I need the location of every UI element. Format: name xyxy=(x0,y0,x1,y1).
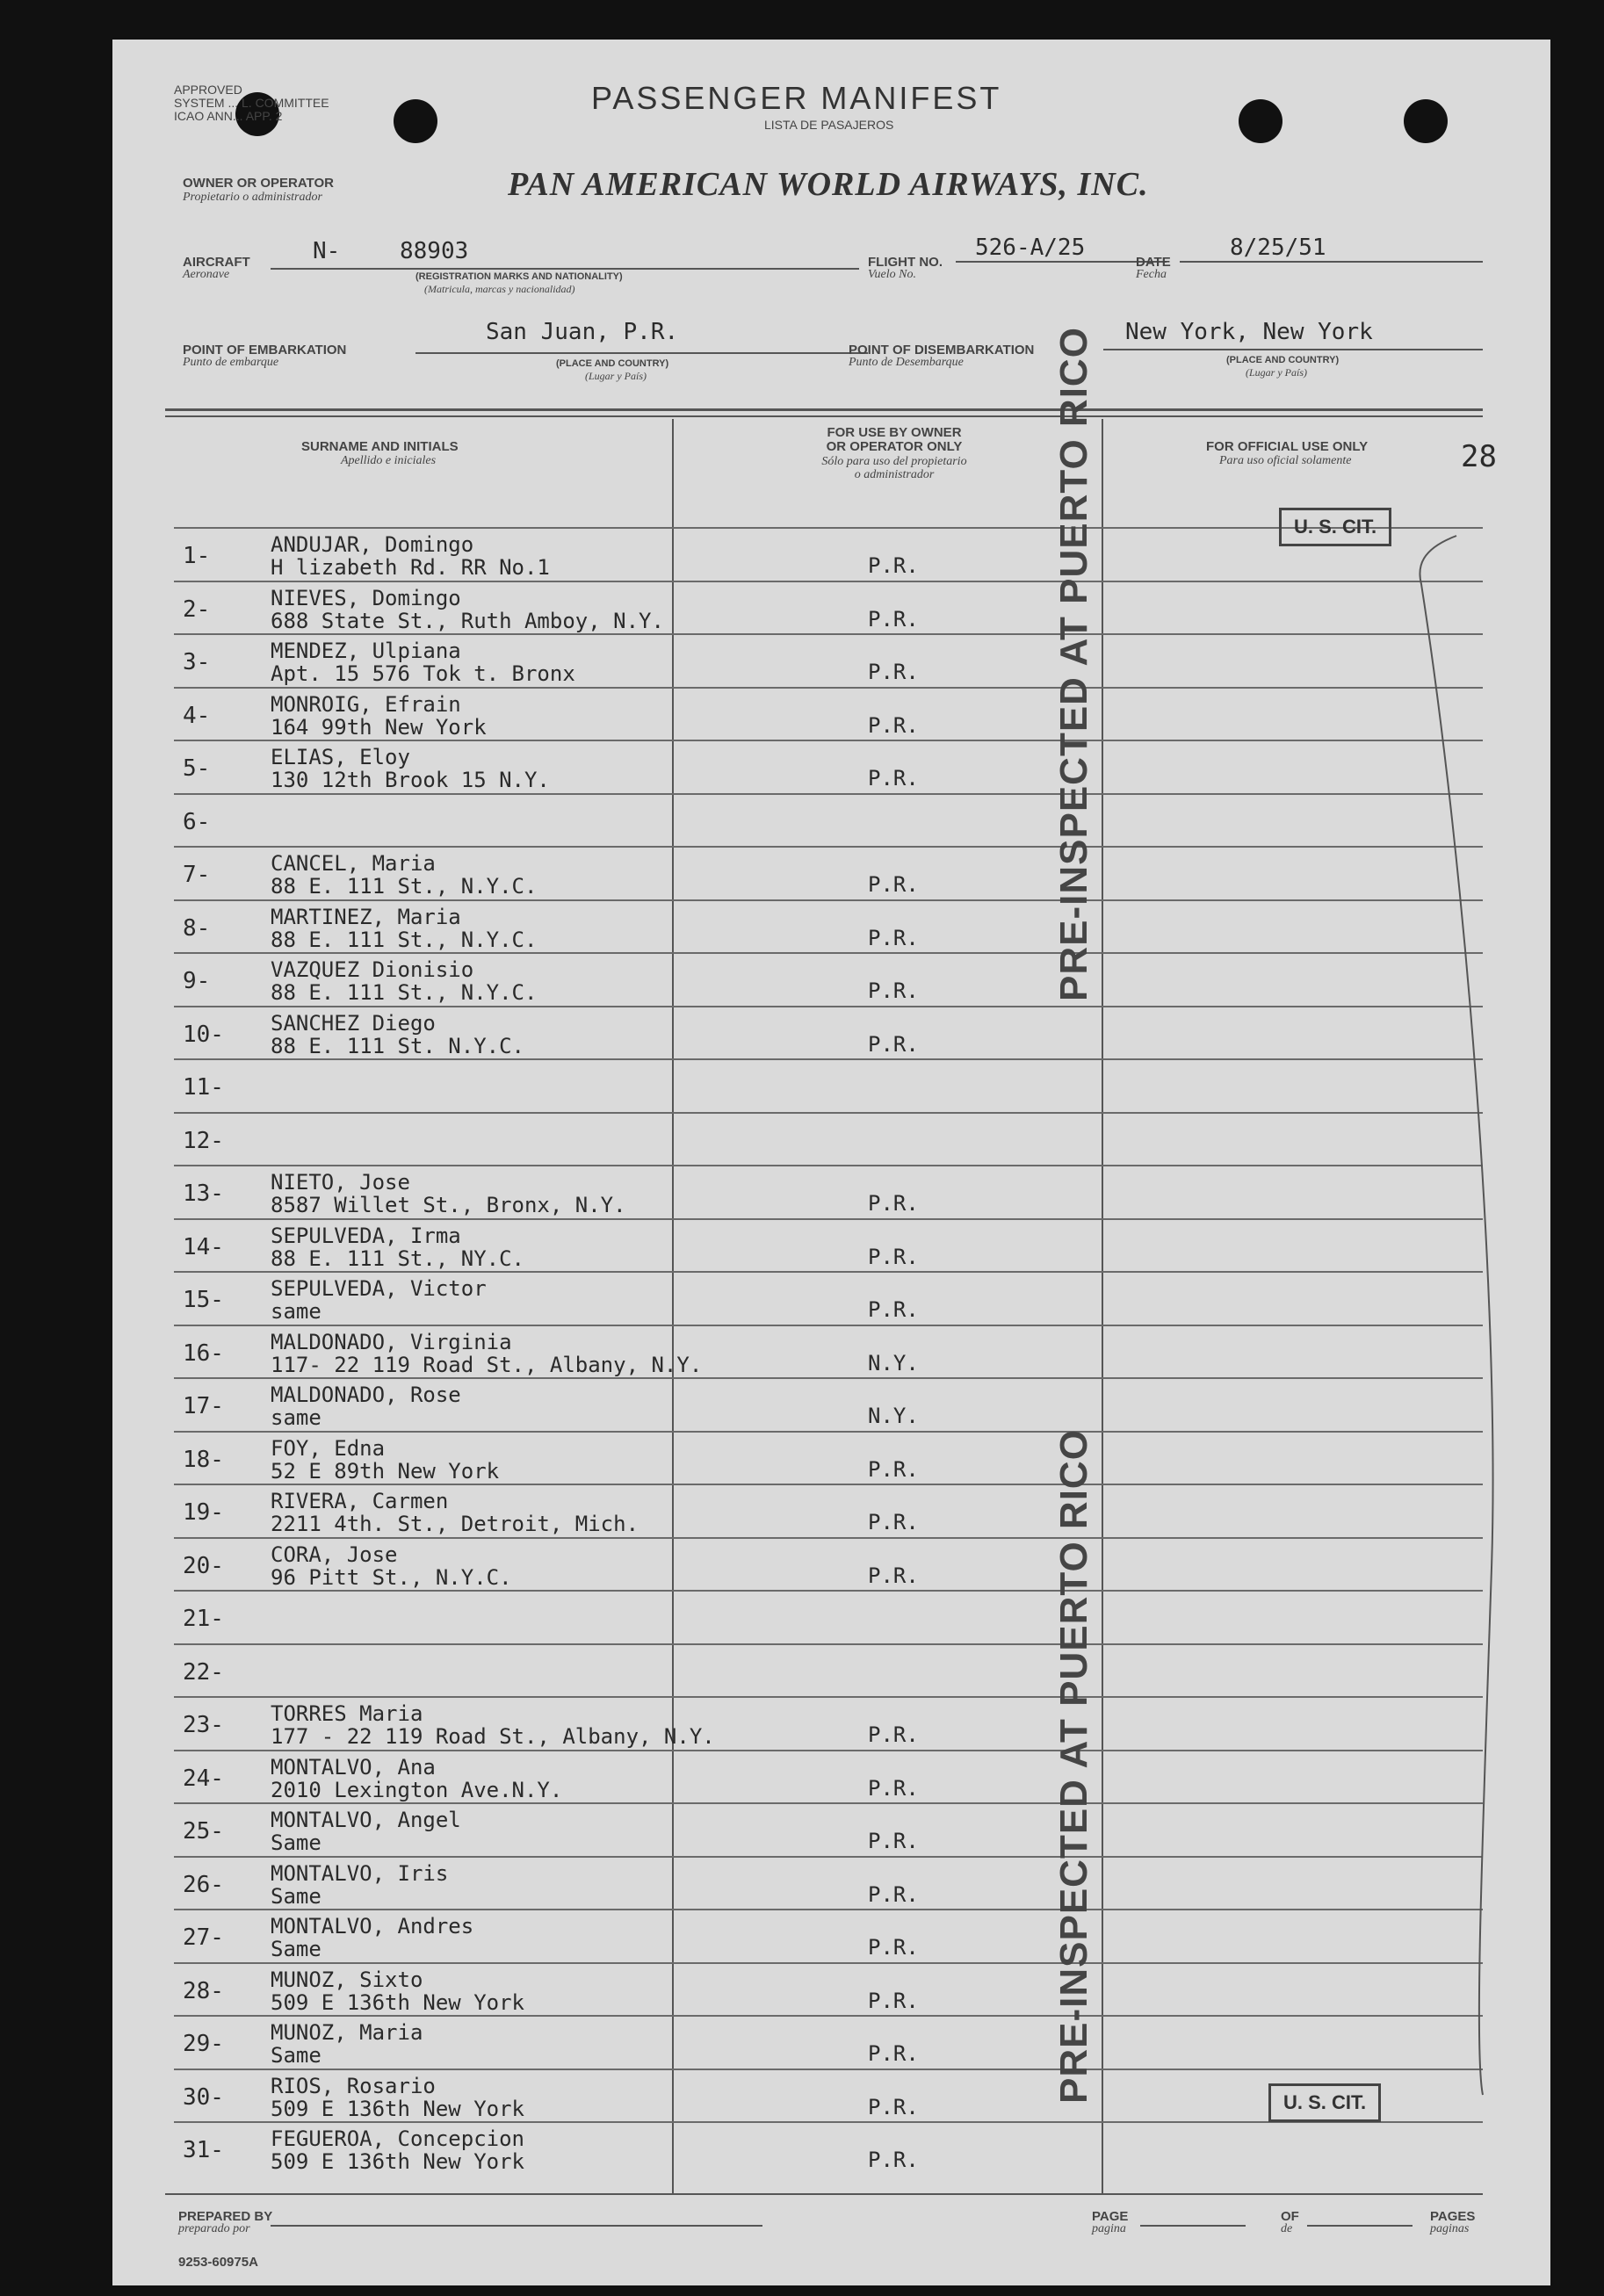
passenger-address: 2010 Lexington Ave.N.Y. xyxy=(271,1778,563,1802)
passenger-address: same xyxy=(271,1299,322,1324)
passenger-origin-code: P.R. xyxy=(868,1989,919,2013)
form-number: 9253-60975A xyxy=(178,2255,258,2270)
passenger-address: 509 E 136th New York xyxy=(271,2097,524,2121)
disembarkation-label-es: Punto de Desembarque xyxy=(849,356,964,369)
aircraft-number: 88903 xyxy=(400,238,469,264)
passenger-origin-code: P.R. xyxy=(868,1563,919,1588)
passenger-origin-code: P.R. xyxy=(868,1776,919,1801)
preinspected-stamp: PRE-INSPECTED AT PUERTO RICO xyxy=(1052,327,1095,1001)
passenger-address: 88 E. 111 St., N.Y.C. xyxy=(271,980,538,1005)
row-number: 13- xyxy=(183,1180,224,1207)
approval-line: ICAO ANN... APP. 2 xyxy=(174,109,283,123)
passenger-name: MARTINEZ, Maria xyxy=(271,905,461,929)
passenger-name: SANCHEZ Diego xyxy=(271,1011,436,1036)
row-number: 11- xyxy=(183,1074,224,1101)
row-divider xyxy=(174,899,1483,901)
row-number: 5- xyxy=(183,755,211,782)
row-divider xyxy=(174,1431,1483,1433)
passenger-address: 509 E 136th New York xyxy=(271,2149,524,2174)
row-divider xyxy=(174,2015,1483,2017)
row-number: 23- xyxy=(183,1712,224,1738)
row-number: 18- xyxy=(183,1447,224,1473)
passenger-address: Same xyxy=(271,1937,322,1961)
underline xyxy=(271,2225,762,2227)
manifest-page xyxy=(112,40,1550,2285)
passenger-address: same xyxy=(271,1405,322,1430)
underline xyxy=(1307,2225,1413,2227)
disembarkation-caption: (PLACE AND COUNTRY) xyxy=(1226,355,1340,365)
of-label: OF xyxy=(1281,2209,1299,2224)
page-label-es: pagina xyxy=(1092,2222,1126,2235)
passenger-origin-code: P.R. xyxy=(868,660,919,684)
passenger-address: Same xyxy=(271,1830,322,1855)
row-number: 25- xyxy=(183,1818,224,1845)
passenger-address: 88 E. 111 St., NY.C. xyxy=(271,1246,524,1271)
embarkation-label: POINT OF EMBARKATION xyxy=(183,343,347,357)
passenger-origin-code: P.R. xyxy=(868,926,919,950)
passenger-name: MONTALVO, Andres xyxy=(271,1914,474,1939)
row-divider xyxy=(174,1484,1483,1485)
passenger-origin-code: P.R. xyxy=(868,978,919,1003)
passenger-name: FOY, Edna xyxy=(271,1436,386,1461)
passenger-origin-code: P.R. xyxy=(868,607,919,632)
row-number: 19- xyxy=(183,1499,224,1526)
aircraft-caption: (REGISTRATION MARKS AND NATIONALITY) xyxy=(415,271,623,282)
passenger-origin-code: P.R. xyxy=(868,1457,919,1482)
underline xyxy=(1140,2225,1246,2227)
embarkation-value: San Juan, P.R. xyxy=(486,319,679,345)
underline xyxy=(1103,349,1483,350)
row-divider xyxy=(174,1590,1483,1592)
row-divider xyxy=(174,1112,1483,1114)
row-divider xyxy=(174,793,1483,795)
passenger-address: 130 12th Brook 15 N.Y. xyxy=(271,768,550,792)
table-top-rule xyxy=(165,408,1483,411)
passenger-name: MUNOZ, Maria xyxy=(271,2020,423,2045)
punch-hole xyxy=(394,99,437,143)
disembarkation-value: New York, New York xyxy=(1125,319,1373,345)
passenger-origin-code: P.R. xyxy=(868,1882,919,1907)
passenger-address: 509 E 136th New York xyxy=(271,1990,524,2015)
passenger-name: CANCEL, Maria xyxy=(271,851,436,876)
col-owner-use-line: FOR USE BY OWNER xyxy=(827,425,962,440)
passenger-address: 2211 4th. St., Detroit, Mich. xyxy=(271,1512,639,1536)
row-number: 30- xyxy=(183,2084,224,2111)
page-subtitle: LISTA DE PASAJEROS xyxy=(764,118,894,132)
flight-date: 8/25/51 xyxy=(1230,235,1326,261)
pages-label: PAGES xyxy=(1430,2209,1476,2224)
col-surname-es: Apellido e iniciales xyxy=(341,454,437,467)
us-cit-stamp: U. S. CIT. xyxy=(1279,508,1391,546)
row-number: 29- xyxy=(183,2031,224,2057)
handwritten-line xyxy=(1325,514,1500,2112)
row-divider xyxy=(174,687,1483,689)
col-owner-use-es xyxy=(762,455,1026,481)
flight-label-es: Vuelo No. xyxy=(868,268,916,281)
row-number: 21- xyxy=(183,1606,224,1632)
passenger-name: MALDONADO, Virginia xyxy=(271,1330,512,1354)
row-number: 1- xyxy=(183,543,211,569)
passenger-name: MONTALVO, Angel xyxy=(271,1808,461,1832)
passenger-origin-code: P.R. xyxy=(868,2041,919,2066)
row-number: 10- xyxy=(183,1022,224,1048)
row-divider xyxy=(174,581,1483,582)
table-top-rule xyxy=(165,415,1483,417)
aircraft-prefix: N- xyxy=(313,238,341,264)
pages-label-es: paginas xyxy=(1430,2222,1470,2235)
of-label-es: de xyxy=(1281,2222,1293,2235)
embarkation-caption: (PLACE AND COUNTRY) xyxy=(556,358,669,369)
passenger-origin-code: P.R. xyxy=(868,1297,919,1322)
row-number: 28- xyxy=(183,1978,224,2004)
passenger-name: CORA, Jose xyxy=(271,1542,398,1567)
row-number: 7- xyxy=(183,862,211,888)
row-divider xyxy=(174,846,1483,848)
embarkation-label-es: Punto de embarque xyxy=(183,356,279,369)
passenger-origin-code: N.Y. xyxy=(868,1351,919,1375)
passenger-address: 117- 22 119 Road St., Albany, N.Y. xyxy=(271,1353,703,1377)
passenger-name: SEPULVEDA, Irma xyxy=(271,1224,461,1248)
passenger-origin-code: P.R. xyxy=(868,713,919,738)
passenger-address: 88 E. 111 St. N.Y.C. xyxy=(271,1034,524,1058)
passenger-address: 177 - 22 119 Road St., Albany, N.Y. xyxy=(271,1724,715,1749)
prepared-by-label-es: preparado por xyxy=(178,2222,250,2235)
embarkation-caption-es: (Lugar y País) xyxy=(585,370,647,382)
passenger-name: MALDONADO, Rose xyxy=(271,1383,461,1407)
column-divider xyxy=(672,419,674,2193)
disembarkation-caption-es: (Lugar y País) xyxy=(1246,366,1307,379)
passenger-name: ANDUJAR, Domingo xyxy=(271,532,474,557)
approval-line: APPROVED xyxy=(174,83,242,97)
row-number: 9- xyxy=(183,968,211,994)
row-divider xyxy=(174,740,1483,741)
row-divider xyxy=(174,1696,1483,1698)
col-official-es: Para uso oficial solamente xyxy=(1219,454,1352,467)
passenger-address: Same xyxy=(271,1884,322,1909)
passenger-address: 688 State St., Ruth Amboy, N.Y. xyxy=(271,609,664,633)
row-number: 3- xyxy=(183,649,211,675)
row-number: 16- xyxy=(183,1340,224,1367)
passenger-name: MUNOZ, Sixto xyxy=(271,1967,423,1992)
row-divider xyxy=(174,1802,1483,1804)
passenger-origin-code: P.R. xyxy=(868,1935,919,1960)
underline xyxy=(956,261,1167,263)
row-divider xyxy=(174,1218,1483,1220)
passenger-address: 52 E 89th New York xyxy=(271,1459,500,1484)
passenger-origin-code: P.R. xyxy=(868,766,919,791)
row-divider xyxy=(174,1856,1483,1858)
row-number: 2- xyxy=(183,596,211,623)
row-divider xyxy=(174,1643,1483,1645)
passenger-name: MENDEZ, Ulpiana xyxy=(271,639,461,663)
preinspected-stamp: PRE-INSPECTED AT PUERTO RICO xyxy=(1052,1429,1095,2104)
row-number: 17- xyxy=(183,1393,224,1419)
row-divider xyxy=(174,2069,1483,2070)
row-number: 27- xyxy=(183,1924,224,1951)
passenger-name: RIVERA, Carmen xyxy=(271,1489,449,1513)
airline-name: PAN AMERICAN WORLD AIRWAYS, INC. xyxy=(508,166,1149,203)
row-divider xyxy=(174,952,1483,954)
approval-note xyxy=(174,83,385,123)
row-divider xyxy=(174,633,1483,635)
col-owner-use-es-line: o administrador xyxy=(854,468,935,481)
row-number: 20- xyxy=(183,1553,224,1579)
passenger-origin-code: N.Y. xyxy=(868,1404,919,1428)
row-number: 22- xyxy=(183,1659,224,1686)
passenger-origin-code: P.R. xyxy=(868,1245,919,1269)
row-number: 12- xyxy=(183,1128,224,1154)
disembarkation-label: POINT OF DISEMBARKATION xyxy=(849,343,1035,357)
col-official: FOR OFFICIAL USE ONLY xyxy=(1206,439,1369,454)
passenger-address: 8587 Willet St., Bronx, N.Y. xyxy=(271,1193,626,1217)
date-label-es: Fecha xyxy=(1136,268,1167,281)
row-number: 14- xyxy=(183,1234,224,1260)
underline xyxy=(415,352,868,354)
row-number: 6- xyxy=(183,809,211,835)
passenger-address: Same xyxy=(271,2043,322,2068)
page-title: PASSENGER MANIFEST xyxy=(591,80,1002,116)
row-divider xyxy=(174,1377,1483,1379)
row-divider xyxy=(174,1058,1483,1060)
punch-hole xyxy=(1404,99,1448,143)
passenger-address: 164 99th New York xyxy=(271,715,487,740)
passenger-count: 28 xyxy=(1461,439,1497,474)
date-label: DATE xyxy=(1136,255,1171,270)
owner-label: OWNER OR OPERATOR xyxy=(183,176,334,191)
passenger-name: MONTALVO, Ana xyxy=(271,1755,436,1780)
passenger-origin-code: P.R. xyxy=(868,872,919,897)
passenger-origin-code: P.R. xyxy=(868,1829,919,1853)
col-owner-use-line: OR OPERATOR ONLY xyxy=(826,439,963,454)
passenger-name: VAZQUEZ Dionisio xyxy=(271,957,474,982)
flight-label: FLIGHT NO. xyxy=(868,255,943,270)
approval-line: SYSTEM ... L. COMMITTEE xyxy=(174,96,329,110)
underline xyxy=(1180,261,1483,263)
row-divider xyxy=(174,1909,1483,1910)
passenger-name: TORRES Maria xyxy=(271,1701,423,1726)
passenger-origin-code: P.R. xyxy=(868,1722,919,1747)
column-divider xyxy=(1102,419,1103,2193)
row-divider xyxy=(174,1325,1483,1326)
passenger-origin-code: P.R. xyxy=(868,1032,919,1057)
row-divider xyxy=(174,1271,1483,1273)
row-divider xyxy=(174,1006,1483,1007)
row-number: 4- xyxy=(183,703,211,729)
passenger-address: 88 E. 111 St., N.Y.C. xyxy=(271,874,538,899)
aircraft-caption-es: (Matricula, marcas y nacionalidad) xyxy=(424,283,575,295)
passenger-name: RIOS, Rosario xyxy=(271,2074,436,2098)
passenger-name: MONTALVO, Iris xyxy=(271,1861,449,1886)
passenger-name: ELIAS, Eloy xyxy=(271,745,410,769)
passenger-origin-code: P.R. xyxy=(868,1510,919,1534)
row-divider xyxy=(174,1537,1483,1539)
passenger-address: Apt. 15 576 Tok t. Bronx xyxy=(271,661,575,686)
passenger-name: FEGUEROA, Concepcion xyxy=(271,2126,524,2151)
row-divider xyxy=(174,1962,1483,1964)
punch-hole xyxy=(1239,99,1282,143)
aircraft-label: AIRCRAFT xyxy=(183,255,250,270)
passenger-origin-code: P.R. xyxy=(868,1191,919,1216)
col-surname: SURNAME AND INITIALS xyxy=(301,439,459,454)
passenger-name: SEPULVEDA, Victor xyxy=(271,1276,487,1301)
passenger-origin-code: P.R. xyxy=(868,2095,919,2119)
row-divider xyxy=(174,1165,1483,1166)
underline xyxy=(271,268,859,270)
row-divider xyxy=(174,1750,1483,1751)
prepared-by-label: PREPARED BY xyxy=(178,2209,273,2224)
row-number: 31- xyxy=(183,2137,224,2163)
passenger-name: NIETO, Jose xyxy=(271,1170,410,1195)
row-number: 26- xyxy=(183,1872,224,1898)
passenger-name: NIEVES, Domingo xyxy=(271,586,461,610)
us-cit-stamp: U. S. CIT. xyxy=(1268,2083,1381,2122)
flight-number: 526-A/25 xyxy=(975,235,1086,261)
row-number: 15- xyxy=(183,1287,224,1313)
passenger-origin-code: P.R. xyxy=(868,553,919,578)
passenger-address: H lizabeth Rd. RR No.1 xyxy=(271,555,550,580)
passenger-address: 88 E. 111 St., N.Y.C. xyxy=(271,928,538,952)
owner-label-es: Propietario o administrador xyxy=(183,191,322,204)
passenger-address: 96 Pitt St., N.Y.C. xyxy=(271,1565,512,1590)
row-number: 24- xyxy=(183,1765,224,1792)
passenger-origin-code: P.R. xyxy=(868,2148,919,2172)
row-number: 8- xyxy=(183,915,211,942)
footer-rule xyxy=(165,2193,1483,2195)
col-owner-use-es-line: Sólo para uso del propietario xyxy=(821,455,967,468)
aircraft-label-es: Aeronave xyxy=(183,268,230,281)
passenger-name: MONROIG, Efrain xyxy=(271,692,461,717)
page-label: PAGE xyxy=(1092,2209,1129,2224)
col-owner-use xyxy=(806,426,982,454)
